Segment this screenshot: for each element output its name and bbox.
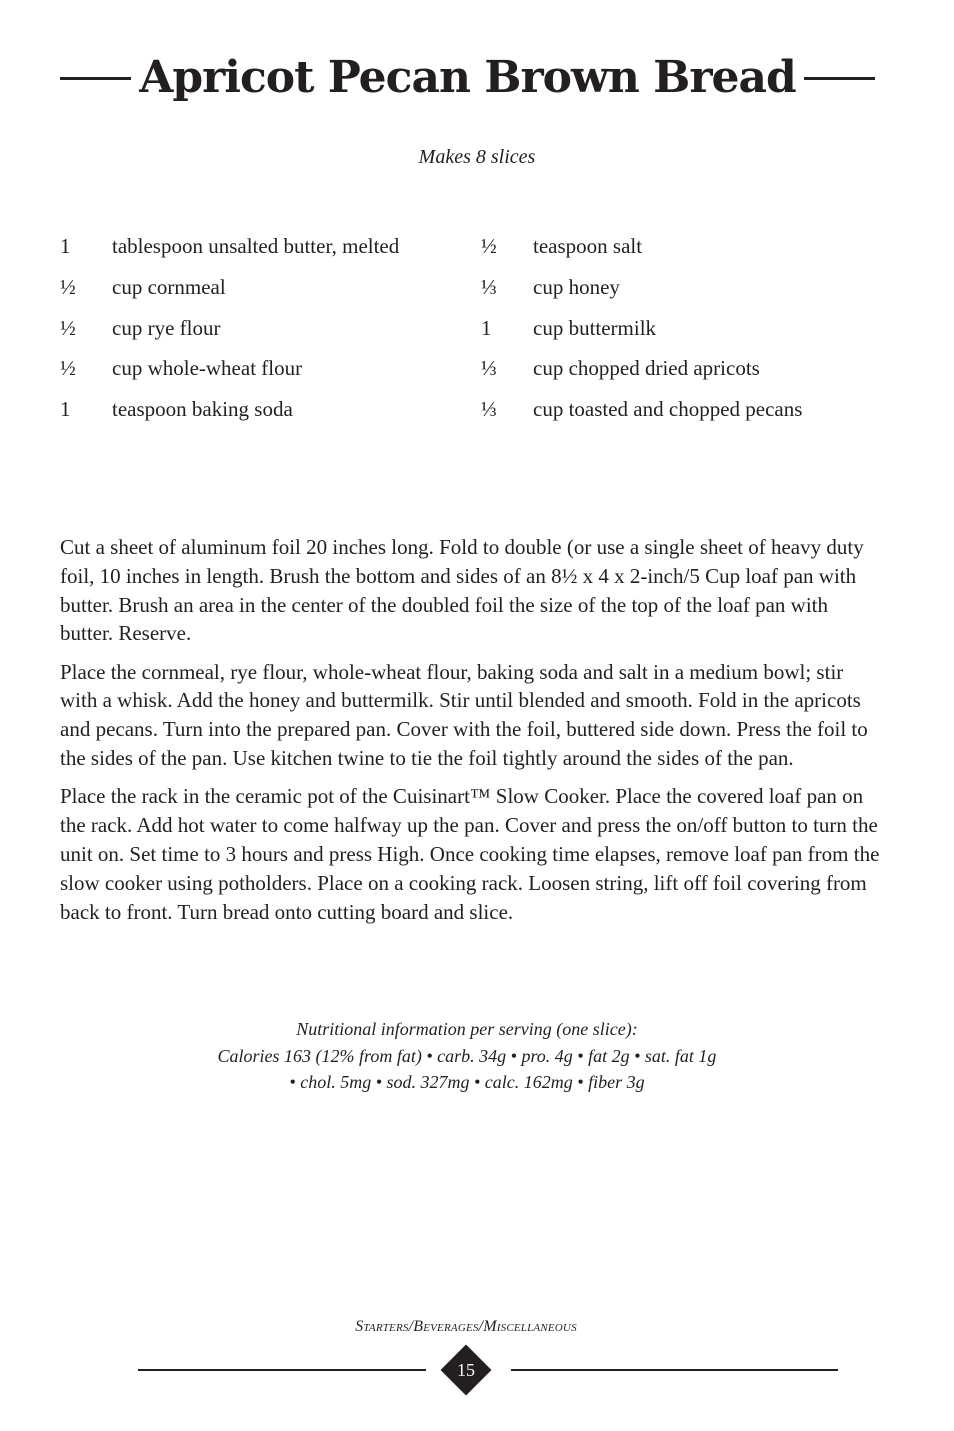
ingredient-quantity: 1 [60, 234, 71, 258]
ingredient-quantity: 1 [481, 315, 492, 340]
ingredient-text: cup whole-wheat flour [112, 356, 303, 381]
ingredient-row [60, 393, 480, 434]
ingredient-quantity: ½ [60, 356, 76, 381]
ingredient-quantity: ⅓ [481, 356, 497, 381]
ingredient-row [481, 271, 901, 312]
footer-rule-left [138, 1369, 426, 1371]
page-number-badge [441, 1345, 491, 1395]
section-name: Starters/Beverages/Miscellaneous [355, 1318, 577, 1335]
page-number: 15 [457, 1360, 475, 1380]
ingredient-text: cup toasted and chopped pecans [533, 397, 803, 422]
ingredient-quantity: ½ [481, 234, 497, 258]
nutrition-line: Calories 163 (12% from fat) • carb. 34g • pro. 4g • fat 2g • sat. fat 1g [217, 1045, 717, 1066]
direction-paragraph: Place the cornmeal, rye flour, whole-wheat flour, baking soda and salt in a medium bowl; stir with a whisk. Add the honey and buttermilk. Stir until blended and smooth. Fold in the apricots and pecans. Turn into the prepared pan. Cover with the foil, buttered side down. Press the foil to the sides of the pan. Use kitchen twine to tie the foil tightly around the sides of the pan. [60, 659, 868, 771]
ingredient-text: tablespoon unsalted butter, melted [112, 234, 400, 258]
recipe-title: Apricot Pecan Brown Bread [139, 52, 796, 103]
ingredient-text: cup chopped dried apricots [533, 356, 760, 381]
ingredient-row [481, 352, 901, 393]
ingredient-row [481, 312, 901, 353]
title-rule-right [804, 77, 875, 80]
ingredients-column-right [481, 230, 901, 434]
ingredient-quantity: 1 [60, 397, 71, 422]
ingredient-text: teaspoon baking soda [112, 397, 293, 422]
ingredient-row [60, 312, 480, 353]
ingredient-text: cup cornmeal [112, 274, 226, 299]
ingredient-text: teaspoon salt [533, 234, 643, 258]
ingredient-row [60, 352, 480, 393]
nutrition-heading: Nutritional information per serving (one slice): [296, 1019, 638, 1039]
ingredient-quantity: ½ [60, 274, 76, 299]
ingredients-column-left [60, 230, 480, 434]
title-rule-left [60, 77, 131, 80]
ingredient-text: cup buttermilk [533, 315, 657, 340]
ingredient-row [481, 393, 901, 434]
ingredient-row [60, 230, 480, 271]
recipe-yield: Makes 8 slices [418, 146, 536, 168]
footer-rule-right [511, 1369, 838, 1371]
ingredient-text: cup rye flour [112, 315, 221, 340]
directions [60, 533, 880, 936]
ingredient-quantity: ⅓ [481, 397, 497, 422]
ingredient-quantity: ⅓ [481, 274, 497, 299]
nutrition-info [0, 1016, 934, 1096]
ingredient-text: cup honey [533, 274, 620, 299]
direction-paragraph: Cut a sheet of aluminum foil 20 inches long. Fold to double (or use a single sheet of heavy duty foil, 10 inches in length. Brush the bottom and sides of an 8½ x 4 x 2-inch/5 Cup loaf pan with butter. Brush an area in the center of the doubled foil the size of the top of the loaf pan with butter. Reserve. [60, 535, 864, 646]
ingredient-quantity: ½ [60, 315, 76, 340]
direction-paragraph: Place the rack in the ceramic pot of the Cuisinart™ Slow Cooker. Place the covered loaf pan on the rack. Add hot water to come halfway up the pan. Cover and press the on/off button to turn the unit on. Set time to 3 hours and press High. Once cooking time elapses, remove loaf pan from the slow cooker using potholders. Place on a cooking rack. Loosen string, lift off foil covering from back to front. Turn bread onto cutting board and slice. [60, 784, 880, 924]
ingredient-row [60, 271, 480, 312]
nutrition-line: • chol. 5mg • sod. 327mg • calc. 162mg • fiber 3g [289, 1072, 645, 1092]
title-row [60, 48, 875, 108]
ingredient-row [481, 230, 901, 271]
